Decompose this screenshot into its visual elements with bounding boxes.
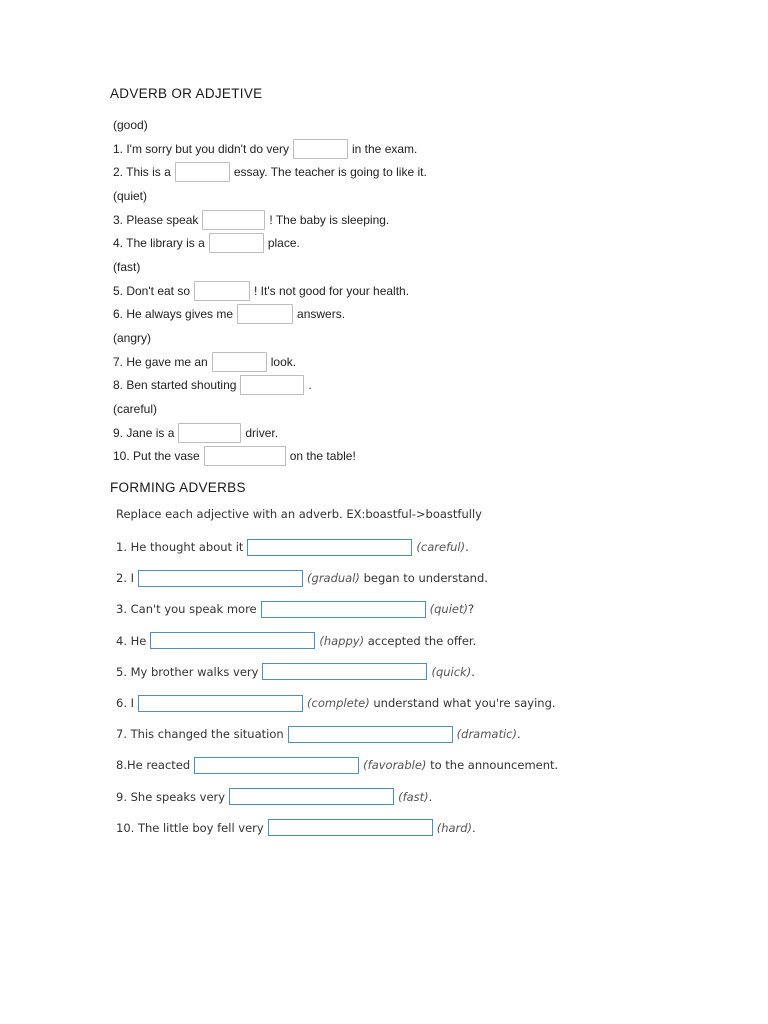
question-row	[113, 421, 713, 445]
group-label-text: (good)	[113, 117, 148, 132]
group-label	[113, 326, 713, 350]
answer-input[interactable]	[288, 726, 453, 743]
question-text-after: essay. The teacher is going to like it.	[233, 165, 427, 180]
adjective-hint: (favorable)	[363, 758, 427, 773]
question-text-before: 10. Put the vase	[113, 449, 200, 464]
section1-title: ADVERB OR ADJETIVE	[110, 86, 263, 101]
question-text-after: driver.	[245, 425, 279, 440]
group-label-text: (fast)	[113, 259, 141, 274]
question-text-before: 5. Don't eat so	[113, 283, 191, 298]
answer-input[interactable]	[212, 352, 267, 372]
adverb-question-row	[116, 631, 476, 651]
answer-input[interactable]	[293, 139, 348, 159]
question-text-before: 10. The little boy fell very	[116, 820, 264, 835]
adverb-question-row	[116, 537, 469, 557]
answer-input[interactable]	[268, 819, 433, 836]
question-text-after: place.	[267, 236, 300, 251]
section2-title: FORMING ADVERBS	[110, 480, 246, 495]
adjective-hint: (dramatic)	[456, 727, 517, 742]
group-label-text: (quiet)	[113, 188, 148, 203]
question-row	[113, 137, 713, 161]
answer-input[interactable]	[262, 663, 427, 680]
question-text-before: 1. He thought about it	[116, 540, 244, 554]
question-text-before: 8. Ben started shouting	[113, 378, 237, 393]
answer-input[interactable]	[202, 210, 265, 230]
adverb-question-row	[116, 568, 488, 588]
adjective-hint: (fast)	[398, 789, 429, 804]
question-text-after: .	[428, 789, 433, 804]
question-text-before: 2. This is a	[113, 165, 171, 180]
answer-input[interactable]	[237, 304, 293, 324]
question-row	[113, 445, 713, 469]
question-text-after: .	[516, 727, 521, 742]
question-row	[113, 208, 713, 232]
adjective-hint: (gradual)	[307, 571, 360, 586]
group-label	[113, 255, 713, 279]
question-text-before: 6. I	[116, 696, 135, 710]
question-text-after: in the exam.	[352, 141, 418, 156]
answer-input[interactable]	[150, 632, 315, 649]
answer-input[interactable]	[204, 446, 286, 466]
question-row	[113, 279, 713, 303]
question-text-before: 6. He always gives me	[113, 307, 234, 322]
answer-input[interactable]	[138, 695, 303, 712]
question-row	[113, 350, 713, 374]
question-text-before: 3. Please speak	[113, 212, 199, 227]
question-text-after: ?	[467, 602, 475, 617]
answer-input[interactable]	[209, 233, 264, 253]
adjective-hint: (hard)	[436, 820, 473, 835]
question-text-after: .	[472, 820, 476, 835]
question-text-before: 9. She speaks very	[116, 789, 226, 804]
question-text-after: ! The baby is sleeping.	[269, 212, 390, 227]
question-text-before: 7. He gave me an	[113, 354, 208, 369]
question-text-before: 9. Jane is a	[113, 425, 175, 440]
answer-input[interactable]	[138, 570, 303, 587]
question-text-after: to the announcement.	[426, 758, 559, 773]
question-row	[113, 303, 713, 327]
adjective-hint: (careful)	[416, 540, 466, 554]
adjective-hint: (complete)	[307, 696, 370, 710]
instruction-text: Replace each adjective with an adverb. EX:boastful->boastfully	[116, 507, 482, 521]
question-text-before: 8.He reacted	[116, 758, 191, 773]
answer-input[interactable]	[194, 757, 359, 774]
question-row	[113, 231, 713, 255]
question-text-after: .	[465, 540, 469, 554]
answer-input[interactable]	[261, 601, 426, 618]
answer-input[interactable]	[240, 375, 304, 395]
answer-input[interactable]	[194, 281, 250, 301]
question-text-after: began to understand.	[359, 571, 488, 586]
question-text-after: look.	[270, 354, 297, 369]
question-text-before: 1. I'm sorry but you didn't do very	[113, 141, 289, 156]
question-text-before: 4. He	[116, 633, 147, 648]
adverb-question-row	[116, 693, 556, 713]
question-text-after: accepted the offer.	[364, 633, 477, 648]
adjective-hint: (quick)	[431, 664, 472, 679]
question-text-after: .	[308, 378, 312, 393]
question-row	[113, 160, 713, 184]
adverb-question-row	[116, 724, 521, 744]
question-text-after: understand what you're saying.	[369, 696, 556, 710]
group-label	[113, 184, 713, 208]
adverb-question-row	[116, 662, 475, 682]
question-text-before: 5. My brother walks very	[116, 664, 259, 679]
question-text-after: on the table!	[289, 449, 356, 464]
group-label	[113, 397, 713, 421]
question-text-after: ! It's not good for your health.	[254, 283, 410, 298]
question-row	[113, 374, 713, 398]
adverb-adjective-exercise	[113, 113, 713, 468]
group-label-text: (careful)	[113, 402, 158, 417]
answer-input[interactable]	[247, 539, 412, 556]
group-label	[113, 113, 713, 137]
answer-input[interactable]	[175, 162, 230, 182]
question-text-before: 4. The library is a	[113, 236, 205, 251]
adverb-question-row	[116, 818, 476, 838]
adjective-hint: (happy)	[319, 633, 365, 648]
adverb-question-row	[116, 755, 558, 775]
adjective-hint: (quiet)	[429, 602, 468, 617]
question-text-before: 2. I	[116, 571, 135, 586]
answer-input[interactable]	[229, 788, 394, 805]
group-label-text: (angry)	[113, 331, 152, 346]
question-text-before: 3. Can't you speak more	[116, 602, 257, 617]
adverb-question-row	[116, 599, 474, 619]
question-text-before: 7. This changed the situation	[116, 727, 284, 742]
question-text-after: answers.	[297, 307, 346, 322]
adverb-question-row	[116, 787, 432, 807]
question-text-after: .	[471, 664, 475, 679]
answer-input[interactable]	[178, 423, 241, 443]
